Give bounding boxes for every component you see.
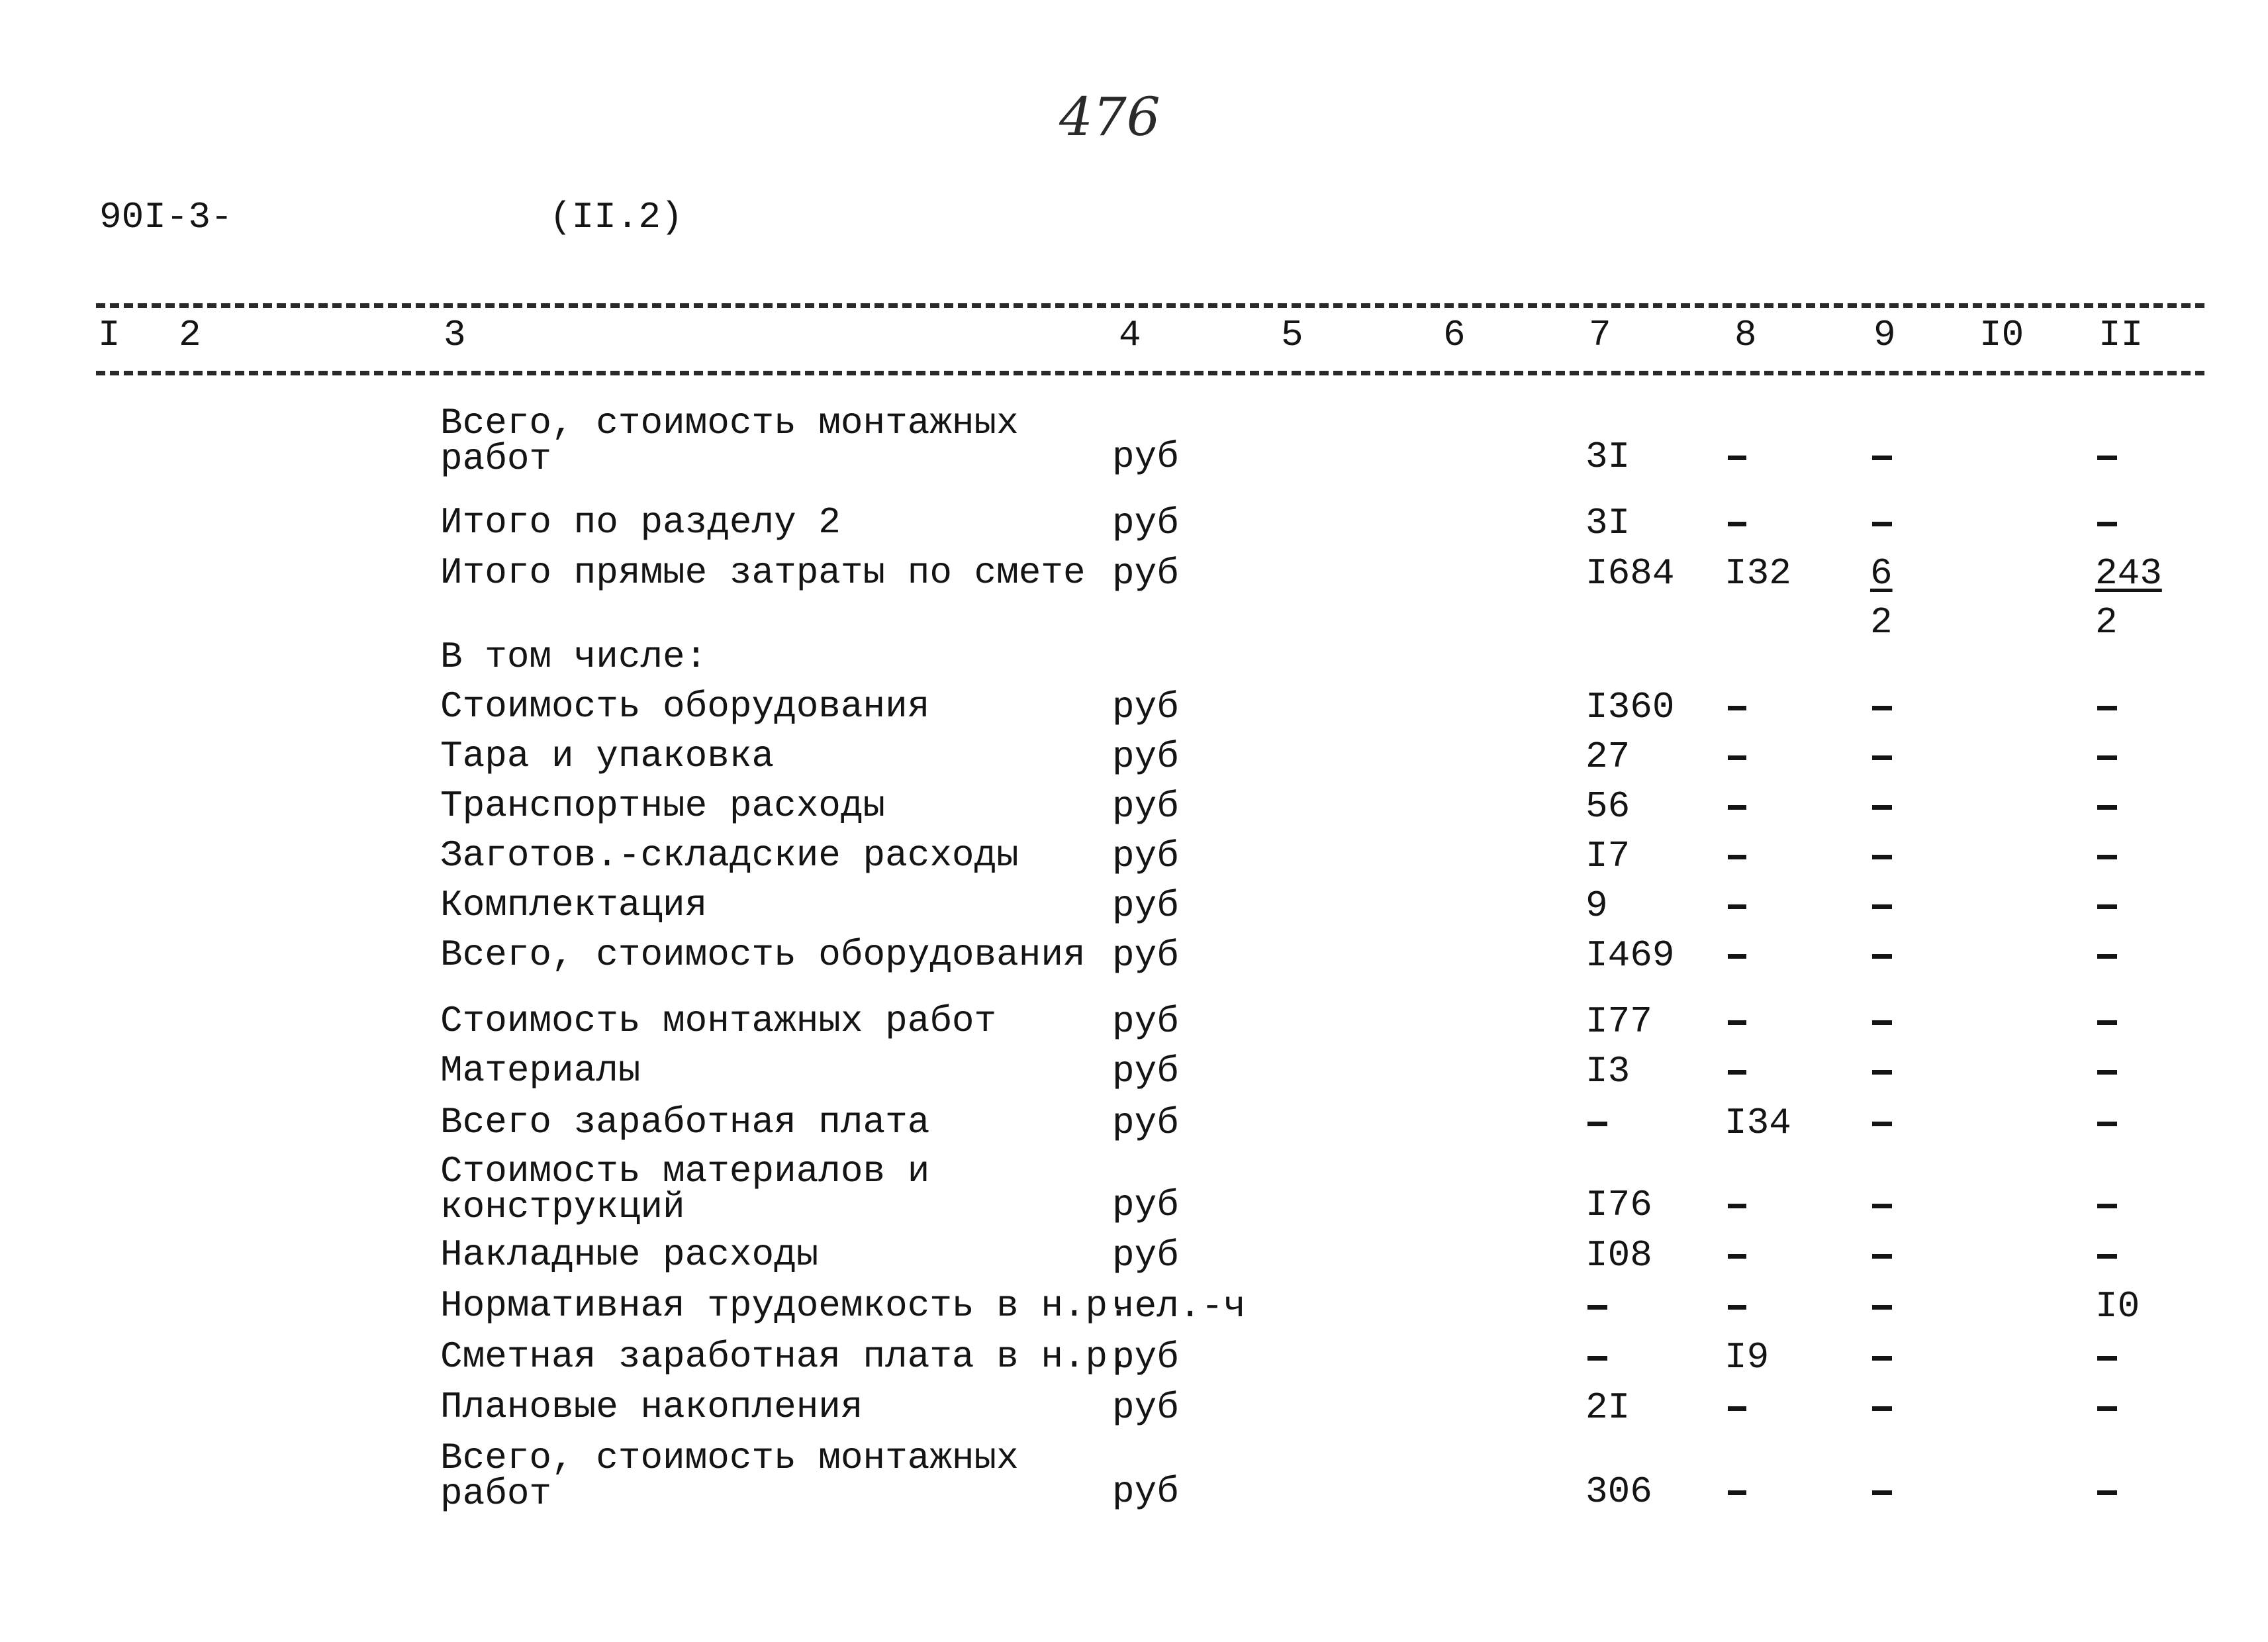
row-col8-dash [1728,954,1746,959]
row-col11-dash [2097,755,2117,760]
row-col9-dash [1872,855,1892,859]
row-unit: руб [1112,1336,1179,1378]
row-col8-value: I9 [1725,1336,1770,1378]
row-unit: руб [1112,1234,1179,1277]
row-col9-dash [1872,954,1892,959]
row-col8-dash [1728,755,1746,760]
row-col8-dash [1728,1305,1746,1310]
row-description: Всего заработная плата [440,1101,930,1143]
row-unit: руб [1112,1386,1179,1429]
row-unit: руб [1112,436,1179,478]
row-col11-dash [2097,522,2117,526]
row-col7-value: 27 [1585,736,1630,778]
row-col9-value: 6 [1870,552,1893,595]
row-description: Сметная заработная плата в н.р. [440,1335,1130,1378]
row-col11-dash [2097,1204,2117,1208]
row-col9-dash [1872,755,1892,760]
row-col11-subvalue: 2 [2095,601,2118,644]
column-header-5: 5 [1281,314,1303,356]
row-unit: руб [1112,1050,1179,1092]
row-col7-value: I76 [1585,1184,1652,1226]
row-col8-dash [1728,855,1746,859]
row-col11-dash [2097,805,2117,810]
row-col8-dash [1728,1490,1746,1495]
row-col7-dash [1587,1122,1607,1126]
row-description: Тара и упаковка [440,735,775,777]
row-col11-dash [2097,456,2117,460]
row-unit: руб [1112,1000,1179,1043]
row-col8-dash [1728,456,1746,460]
row-col7-dash [1587,1356,1607,1361]
column-header-7: 7 [1589,314,1611,356]
row-description: Всего, стоимость монтажных работ [440,402,1019,480]
row-col9-dash [1872,706,1892,710]
row-col8-dash [1728,1020,1746,1025]
row-col9-dash [1872,1254,1892,1259]
section-reference: (II.2) [549,196,683,238]
row-col7-value: 9 [1585,885,1608,927]
row-col9-dash [1872,456,1892,460]
column-header-6: 6 [1443,314,1466,356]
column-header-10: I0 [1979,314,2024,356]
row-col11-dash [2097,1122,2117,1126]
row-description: Итого прямые затраты по смете [440,552,1086,594]
table-header-top-rule [96,303,2204,308]
row-unit: руб [1112,785,1179,828]
row-col8-dash [1728,805,1746,810]
row-unit: руб [1112,1471,1179,1513]
row-col11-dash [2097,904,2117,909]
row-description: Комплектация [440,884,708,926]
table-header-bottom-rule [96,371,2204,375]
row-col7-value: I360 [1585,686,1675,728]
row-col8-dash [1728,522,1746,526]
row-col8-dash [1728,904,1746,909]
row-col8-value: I32 [1725,552,1791,595]
row-description: Стоимость материалов и конструкций [440,1150,930,1228]
row-col11-dash [2097,706,2117,710]
row-col11-dash [2097,1254,2117,1259]
row-unit: чел.-ч [1112,1285,1246,1328]
row-unit: руб [1112,934,1179,977]
row-col11-dash [2097,1490,2117,1495]
column-header-8: 8 [1734,314,1757,356]
document-reference: 90I-3- [99,196,233,238]
row-col9-dash [1872,1020,1892,1025]
row-unit: руб [1112,686,1179,728]
row-col8-value: I34 [1725,1102,1791,1144]
row-col9-dash [1872,904,1892,909]
row-col7-dash [1587,1305,1607,1310]
row-col11-dash [2097,855,2117,859]
row-col7-value: I684 [1585,552,1675,595]
row-col7-value: I77 [1585,1000,1652,1043]
row-description: Всего, стоимость монтажных работ [440,1437,1019,1515]
row-col9-dash [1872,1490,1892,1495]
row-col7-value: 2I [1585,1386,1630,1429]
column-header-3: 3 [444,314,466,356]
row-col11-dash [2097,1070,2117,1075]
row-description: Итого по разделу 2 [440,501,841,544]
row-col11-value: 243 [2095,552,2162,595]
row-description: Заготов.-складские расходы [440,834,1019,877]
row-col9-dash [1872,1070,1892,1075]
row-col11-dash [2097,954,2117,959]
row-col11-value: I0 [2095,1285,2140,1328]
row-col8-dash [1728,1204,1746,1208]
row-description: Нормативная трудоемкость в н.р. [440,1284,1130,1327]
row-col7-value: I7 [1585,835,1630,877]
row-description: Всего, стоимость оборудования [440,934,1086,976]
row-col8-dash [1728,1406,1746,1411]
row-unit: руб [1112,552,1179,595]
row-description: Плановые накопления [440,1386,863,1428]
row-col9-dash [1872,522,1892,526]
row-description: Накладные расходы [440,1233,819,1276]
row-description: Транспортные расходы [440,785,886,827]
row-col9-dash [1872,1204,1892,1208]
column-header-4: 4 [1119,314,1141,356]
row-col11-dash [2097,1356,2117,1361]
row-unit: руб [1112,835,1179,877]
row-col11-dash [2097,1020,2117,1025]
column-header-9: 9 [1873,314,1896,356]
row-col7-value: I469 [1585,934,1675,977]
column-header-2: 2 [179,314,201,356]
row-col7-value: I3 [1585,1050,1630,1092]
row-col9-dash [1872,1356,1892,1361]
row-col7-value: 306 [1585,1471,1652,1513]
row-col7-value: 3I [1585,436,1630,478]
column-header-1: I [98,314,120,356]
row-col9-subvalue: 2 [1870,601,1893,644]
row-col9-dash [1872,1122,1892,1126]
row-unit: руб [1112,736,1179,778]
row-col8-dash [1728,706,1746,710]
row-col9-dash [1872,805,1892,810]
column-header-11: II [2099,314,2144,356]
row-col7-value: 3I [1585,502,1630,544]
row-col9-dash [1872,1305,1892,1310]
page-number: 476 [1059,86,1160,148]
row-description: Стоимость монтажных работ [440,1000,997,1042]
row-col8-dash [1728,1254,1746,1259]
section-label: В том числе: [440,636,708,678]
row-col9-dash [1872,1406,1892,1411]
row-description: Материалы [440,1049,641,1092]
row-col8-dash [1728,1070,1746,1075]
row-unit: руб [1112,502,1179,544]
row-col7-value: 56 [1585,785,1630,828]
row-col7-value: I08 [1585,1234,1652,1277]
row-unit: руб [1112,1184,1179,1226]
row-unit: руб [1112,1102,1179,1144]
row-description: Стоимость оборудования [440,685,930,728]
row-unit: руб [1112,885,1179,927]
row-col11-dash [2097,1406,2117,1411]
